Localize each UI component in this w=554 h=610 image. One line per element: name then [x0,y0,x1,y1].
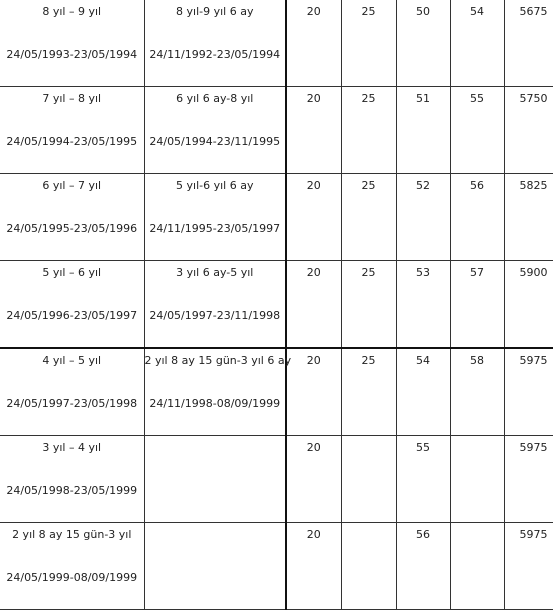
value-cell: 25 [341,0,396,87]
period-cell [0,87,144,174]
value-cell: 50 [396,0,450,87]
value-cell: 20 [286,523,341,610]
value-cell [450,436,504,523]
alt-period-cell [144,436,286,523]
value-cell [450,523,504,610]
value-cell: 55 [396,436,450,523]
value-cell: 5825 [504,174,553,261]
value-cell: 5750 [504,87,553,174]
value-cell: 56 [450,174,504,261]
period-dates: 24/05/1997-23/05/1998 [6,397,138,410]
value-cell: 25 [341,174,396,261]
period-duration: 3 yıl – 4 yıl [42,441,102,454]
value-cell: 57 [450,261,504,349]
alt-period-dates: 24/05/1997-23/11/1998 [149,309,281,322]
period-cell [0,348,144,436]
period-cell [0,436,144,523]
period-dates: 24/05/1995-23/05/1996 [6,222,138,235]
period-dates: 24/05/1993-23/05/1994 [6,48,138,61]
value-cell: 52 [396,174,450,261]
value-cell: 56 [396,523,450,610]
table-row [0,436,553,523]
alt-period-dates: 24/11/1995-23/05/1997 [149,222,281,235]
period-cell [0,261,144,349]
period-cell [0,523,144,610]
alt-period-duration: 2 yıl 8 ay 15 gün-3 yıl 6 ay [144,354,292,367]
period-duration: 6 yıl – 7 yıl [42,179,102,192]
value-cell: 20 [286,436,341,523]
alt-period-dates: 24/05/1994-23/11/1995 [149,135,281,148]
period-dates: 24/05/1998-23/05/1999 [6,484,138,497]
value-cell: 54 [396,348,450,436]
period-duration: 8 yıl – 9 yıl [42,5,102,18]
period-duration: 7 yıl – 8 yıl [42,92,102,105]
value-cell: 25 [341,87,396,174]
period-duration: 2 yıl 8 ay 15 gün-3 yıl [12,528,132,541]
value-cell: 5975 [504,523,553,610]
table-row [0,174,553,261]
period-dates: 24/05/1999-08/09/1999 [6,571,138,584]
value-cell: 5975 [504,348,553,436]
value-cell: 20 [286,87,341,174]
alt-period-cell [144,348,292,436]
period-cell [0,174,144,261]
value-cell: 58 [450,348,504,436]
value-cell [341,523,396,610]
table-row [0,87,553,174]
table-row [0,523,553,610]
value-cell: 53 [396,261,450,349]
value-cell [341,436,396,523]
period-dates: 24/05/1994-23/05/1995 [6,135,138,148]
value-cell: 20 [286,174,341,261]
value-cell: 25 [341,348,396,436]
value-cell: 5975 [504,436,553,523]
value-cell: 20 [286,348,341,436]
table-row [0,0,553,87]
value-cell: 25 [341,261,396,349]
alt-period-cell [144,87,286,174]
value-cell: 20 [286,261,341,349]
table-row [0,261,553,349]
value-cell: 5900 [504,261,553,349]
value-cell: 5675 [504,0,553,87]
alt-period-duration: 6 yıl 6 ay-8 yıl [176,92,254,105]
alt-period-dates: 24/11/1992-23/05/1994 [149,48,281,61]
alt-period-duration: 8 yıl-9 yıl 6 ay [176,5,254,18]
value-cell: 54 [450,0,504,87]
period-cell [0,0,144,87]
value-cell: 20 [286,0,341,87]
alt-period-cell [144,0,286,87]
alt-period-dates: 24/11/1998-08/09/1999 [149,397,281,410]
value-cell: 51 [396,87,450,174]
table-row [0,348,553,436]
alt-period-cell [144,261,286,349]
period-dates: 24/05/1996-23/05/1997 [6,309,138,322]
period-duration: 5 yıl – 6 yıl [42,266,102,279]
period-duration: 4 yıl – 5 yıl [42,354,102,367]
value-cell: 55 [450,87,504,174]
alt-period-cell [144,523,286,610]
alt-period-duration: 3 yıl 6 ay-5 yıl [176,266,254,279]
alt-period-duration: 5 yıl-6 yıl 6 ay [176,179,254,192]
alt-period-cell [144,174,286,261]
